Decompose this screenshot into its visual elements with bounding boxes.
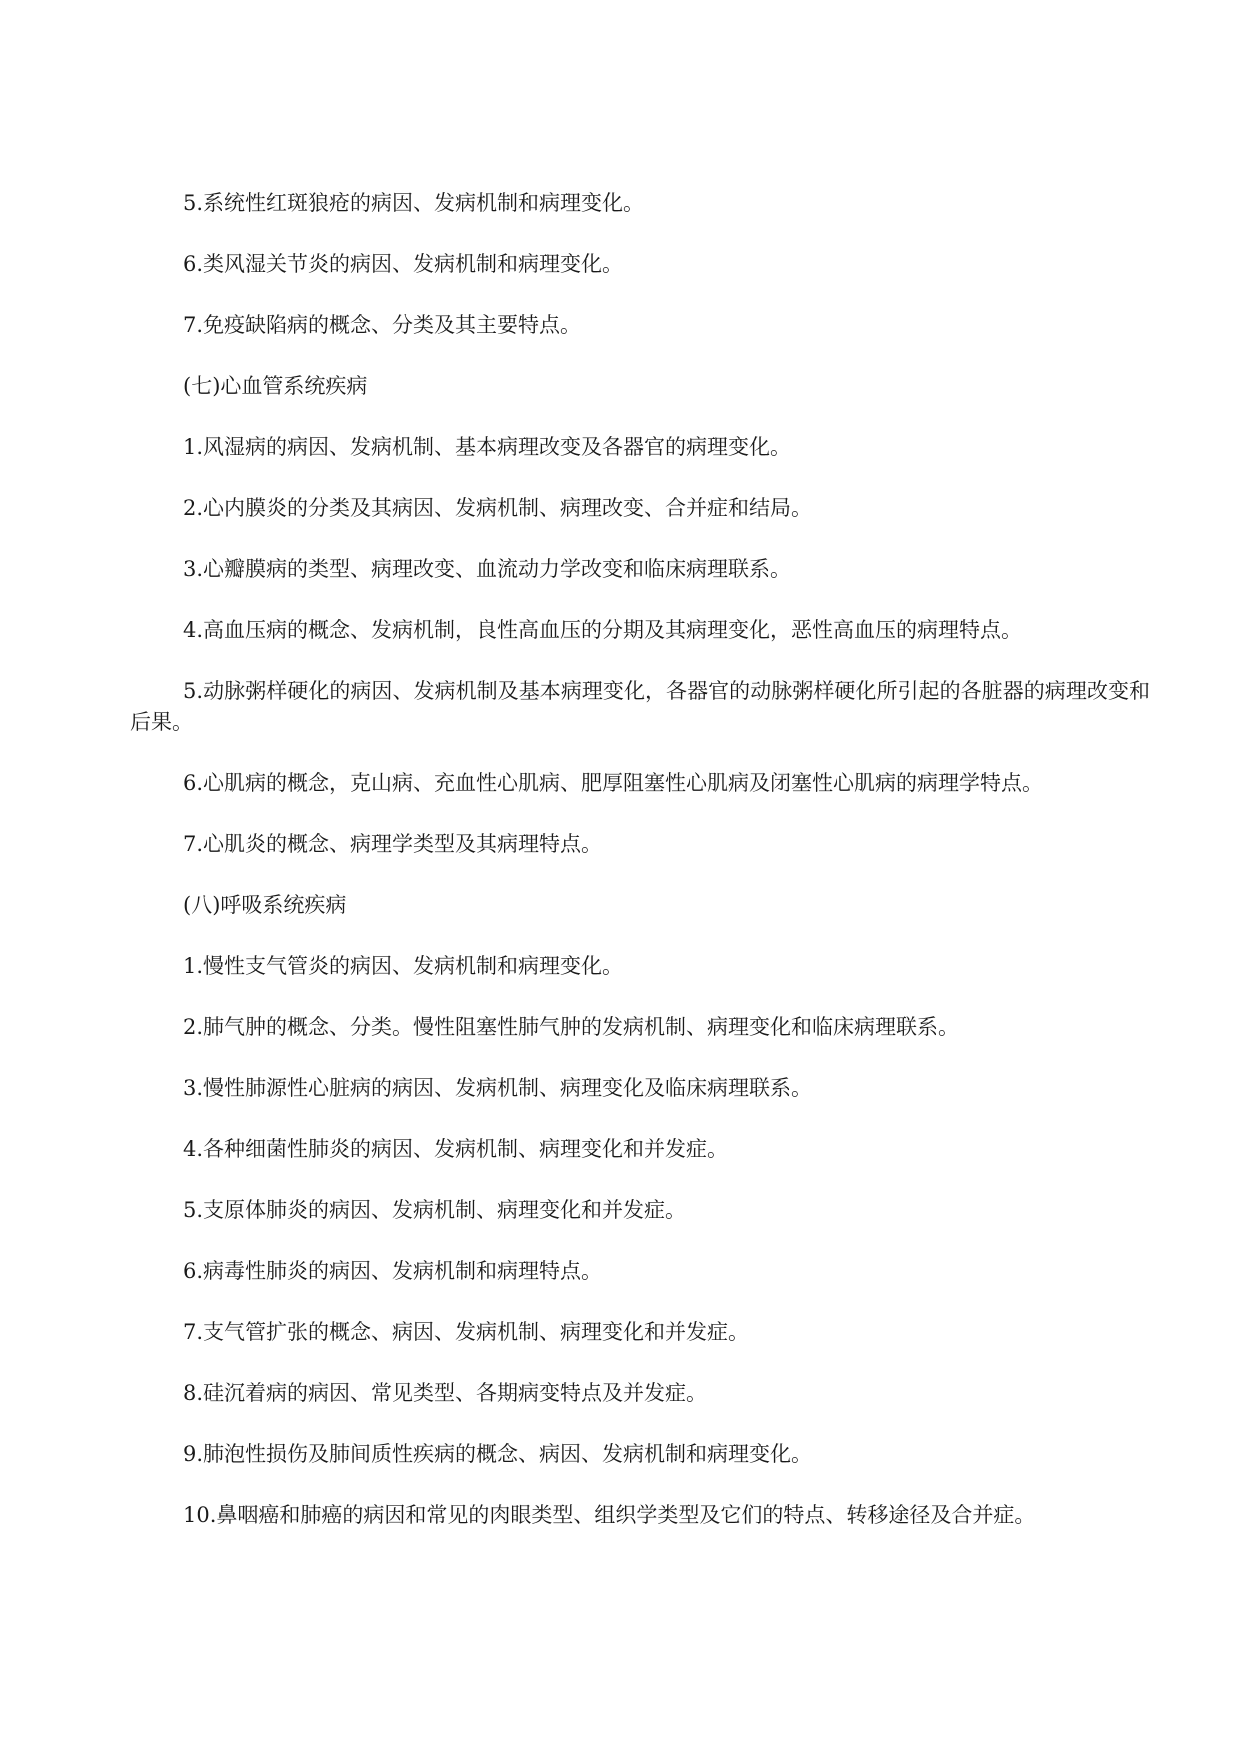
list-item: 7.心肌炎的概念、病理学类型及其病理特点。 xyxy=(183,832,603,856)
list-item: 1.慢性支气管炎的病因、发病机制和病理变化。 xyxy=(183,954,624,978)
list-item: 5.系统性红斑狼疮的病因、发病机制和病理变化。 xyxy=(183,191,645,215)
list-item: 7.支气管扩张的概念、病因、发病机制、病理变化和并发症。 xyxy=(183,1320,750,1344)
list-item: 1.风湿病的病因、发病机制、基本病理改变及各器官的病理变化。 xyxy=(183,435,792,459)
document-body xyxy=(130,188,1150,1561)
list-item: 2.肺气肿的概念、分类。慢性阻塞性肺气肿的发病机制、病理变化和临床病理联系。 xyxy=(183,1015,960,1039)
list-item: 8.硅沉着病的病因、常见类型、各期病变特点及并发症。 xyxy=(183,1381,708,1405)
list-item: 4.各种细菌性肺炎的病因、发病机制、病理变化和并发症。 xyxy=(183,1137,729,1161)
list-item: 6.心肌病的概念，克山病、充血性心肌病、肥厚阻塞性心肌病及闭塞性心肌病的病理学特点。 xyxy=(183,771,1044,795)
section-heading-respiratory: (八)呼吸系统疾病 xyxy=(183,893,347,917)
list-item: 6.类风湿关节炎的病因、发病机制和病理变化。 xyxy=(183,252,624,276)
list-item: 4.高血压病的概念、发病机制，良性高血压的分期及其病理变化，恶性高血压的病理特点。 xyxy=(183,618,1023,642)
list-item: 3.慢性肺源性心脏病的病因、发病机制、病理变化及临床病理联系。 xyxy=(183,1076,813,1100)
list-item: 7.免疫缺陷病的概念、分类及其主要特点。 xyxy=(183,313,582,337)
section-heading-cardiovascular: (七)心血管系统疾病 xyxy=(183,374,368,398)
list-item: 9.肺泡性损伤及肺间质性疾病的概念、病因、发病机制和病理变化。 xyxy=(183,1442,813,1466)
list-item: 6.病毒性肺炎的病因、发病机制和病理特点。 xyxy=(183,1259,603,1283)
list-item: 3.心瓣膜病的类型、病理改变、血流动力学改变和临床病理联系。 xyxy=(183,557,792,581)
list-item: 2.心内膜炎的分类及其病因、发病机制、病理改变、合并症和结局。 xyxy=(183,496,813,520)
list-item: 5.动脉粥样硬化的病因、发病机制及基本病理变化，各器官的动脉粥样硬化所引起的各脏器的病理改变和后果。 xyxy=(130,679,1150,734)
list-item: 10.鼻咽癌和肺癌的病因和常见的肉眼类型、组织学类型及它们的特点、转移途径及合并症。 xyxy=(183,1503,1036,1527)
list-item: 5.支原体肺炎的病因、发病机制、病理变化和并发症。 xyxy=(183,1198,687,1222)
